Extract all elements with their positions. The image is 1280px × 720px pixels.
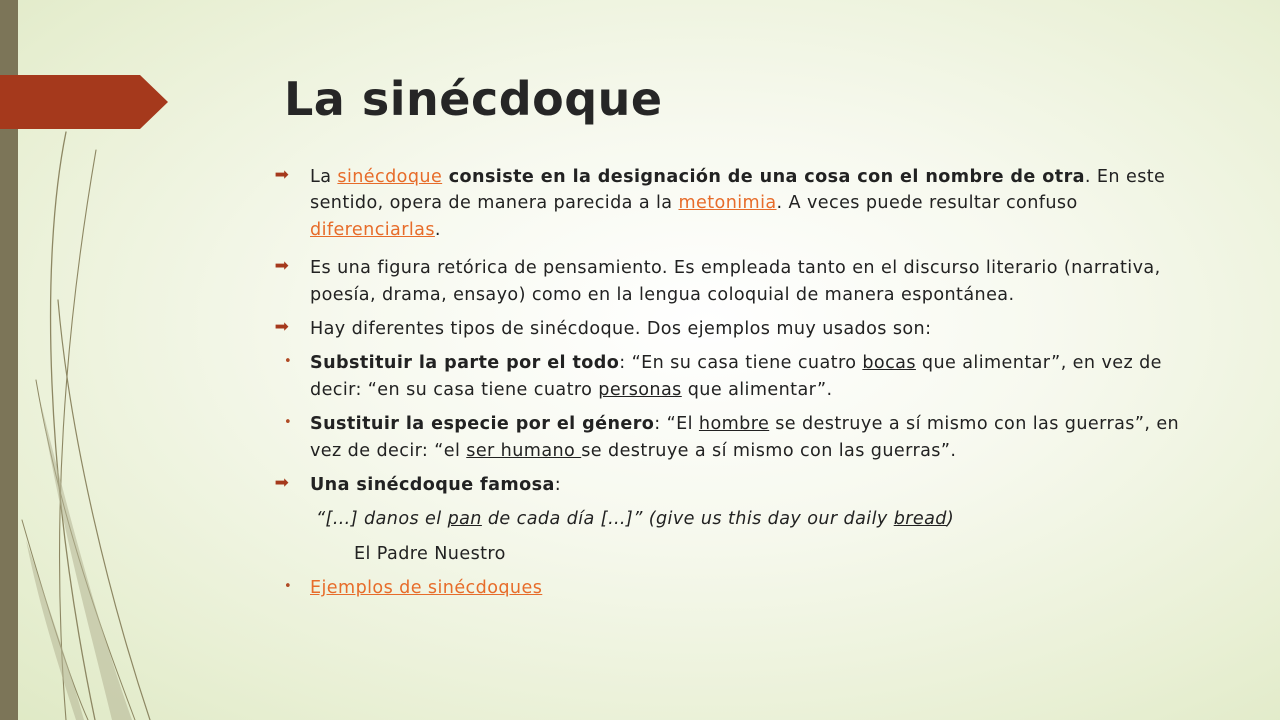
curve-line — [22, 520, 88, 720]
title-accent-tab — [0, 75, 168, 129]
curve-line — [60, 150, 96, 720]
list-item: • Substituir la parte por el todo: “En su casa tiene cuatro bocas que alimentar”, en vez de decir: “en su casa tiene cuatro personas que alimentar”. — [284, 353, 1162, 400]
list-item — [272, 575, 1202, 601]
dot-bullet-icon: • — [284, 415, 293, 431]
dot-bullet-icon: • — [284, 354, 293, 370]
list-item: ➡ Una sinécdoque famosa: — [272, 472, 1202, 498]
curve-shape — [40, 400, 132, 720]
curve-line — [36, 380, 135, 720]
link-diferenciarlas[interactable]: diferenciarlas — [310, 219, 435, 240]
link-sinecdoque[interactable]: sinécdoque — [337, 167, 443, 187]
curve-shape — [26, 540, 84, 720]
link-metonimia[interactable]: metonimia — [678, 193, 777, 214]
list-item: ➡ Hay diferentes tipos de sinécdoque. Dos ejemplos muy usados son: — [272, 316, 1202, 342]
arrow-bullet-icon: ➡ — [274, 165, 290, 185]
dot-bullet-icon: • — [284, 579, 293, 595]
curve-line — [58, 300, 150, 720]
link-ejemplos[interactable]: Ejemplos de sinécdoques — [310, 578, 543, 599]
list-item: ➡ La sinécdoque consiste en la designación de una cosa con el nombre de otra. En este sentido, opera de manera parecida a la metonimia. A veces puede resultar confuso diferenciarlas. — [272, 164, 1202, 243]
famous-quote: “[…] danos el pan de cada día […]” (give us this day our daily bread) — [316, 509, 955, 530]
quote-author: El Padre Nuestro — [354, 543, 506, 564]
list-item: • Sustituir la especie por el género: “El hombre se destruye a sí mismo con las guerras”, en vez de decir: “el ser humano se destruye a sí mismo con las guerras”. — [284, 414, 1180, 461]
arrow-bullet-icon: ➡ — [274, 256, 290, 277]
arrow-bullet-icon: ➡ — [274, 316, 290, 337]
curve-line — [51, 132, 95, 720]
slide-content — [272, 164, 1202, 601]
page-title: La sinécdoque — [284, 72, 663, 126]
arrow-bullet-icon: ➡ — [274, 472, 290, 493]
list-item: ➡ Es una figura retórica de pensamiento. Es empleada tanto en el discurso literario (narrativa, poesía, drama, ensayo) como en la lengua coloquial de manera espontánea. — [272, 255, 1202, 308]
